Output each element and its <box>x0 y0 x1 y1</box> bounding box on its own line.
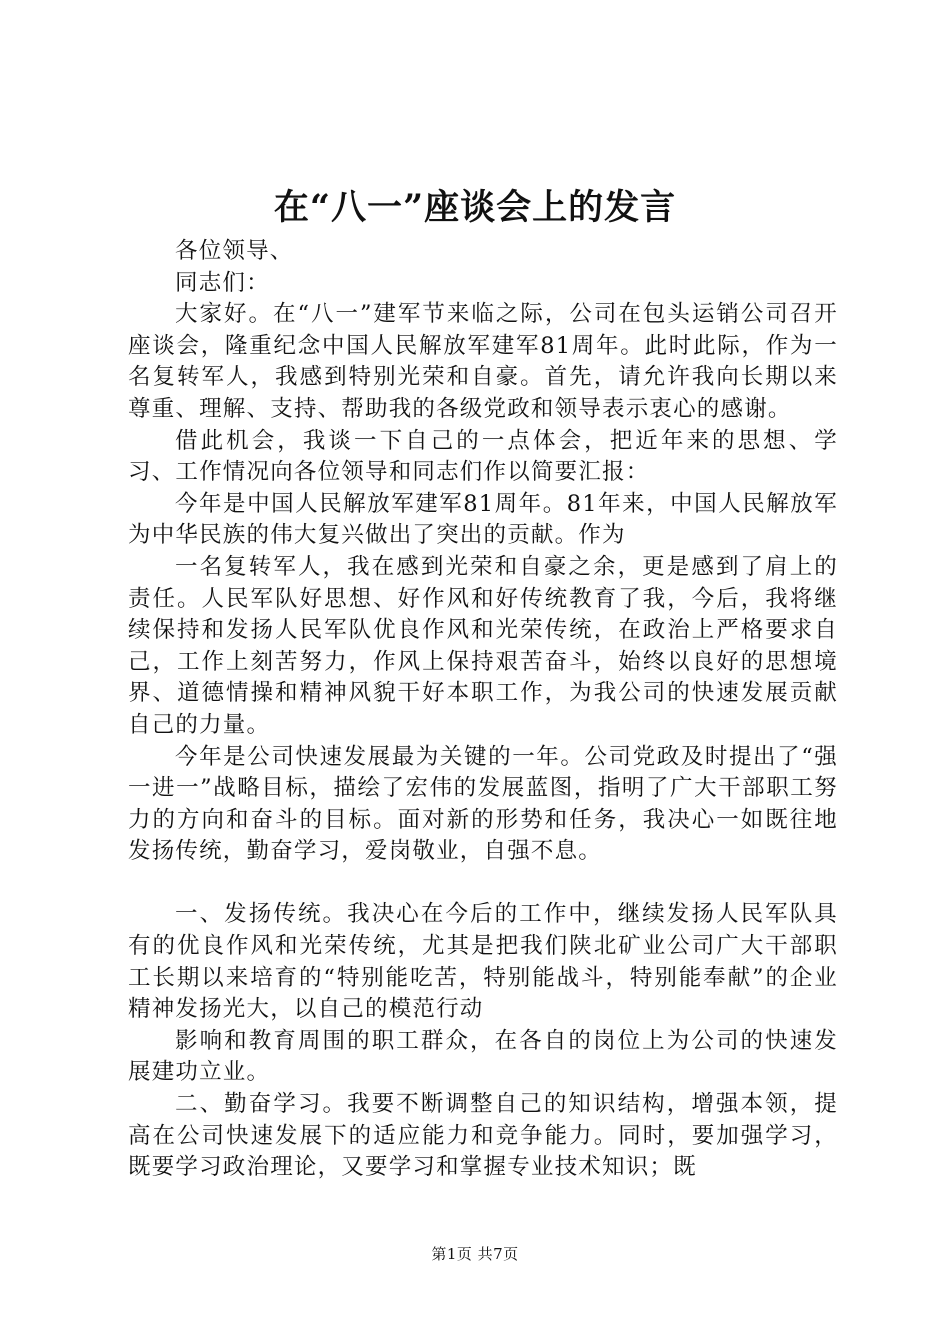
salutation-line: 各位领导、 <box>175 238 294 264</box>
body-paragraph: 二、勤奋学习。我要不断调整自己的知识结构，增强本领，提高在公司快速发展下的适应能力和竞争能力。同时，要加强学习，既要学习政治理论，又要学习和掌握专业技术知识；既 <box>128 1091 838 1181</box>
paragraph-spacer <box>128 868 838 900</box>
body-paragraph: 今年是公司快速发展最为关键的一年。公司党政及时提出了“强一进一”战略目标，描绘了宏伟的发展蓝图，指明了广大干部职工努力的方向和奋斗的目标。面对新的形势和任务，我决心一如既往地发扬传统，勤奋学习，爱岗敬业，自强不息。 <box>128 743 838 865</box>
body-paragraph: 今年是中国人民解放军建军81周年。81年来，中国人民解放军为中华民族的伟大复兴做出了突出的贡献。作为 <box>128 490 838 549</box>
body-paragraph: 一名复转军人，我在感到光荣和自豪之余，更是感到了肩上的责任。人民军队好思想、好作风和好传统教育了我，今后，我将继续保持和发扬人民军队优良作风和光荣传统，在政治上严格要求自己，工作上刻苦努力，作风上保持艰苦奋斗，始终以良好的思想境界、道德情操和精神风貌干好本职工作，为我公司的快速发展贡献自己的力量。 <box>128 553 838 738</box>
salutation-line: 同志们： <box>175 269 270 296</box>
body-paragraph: 大家好。在“八一”建军节来临之际，公司在包头运销公司召开座谈会，隆重纪念中国人民解放军建军81周年。此时此际，作为一名复转军人，我感到特别光荣和自豪。首先，请允许我向长期以来尊重、理解、支持、帮助我的各级党政和领导表示衷心的感谢。 <box>128 301 838 422</box>
page-footer: 第1页 共7页 <box>431 1245 519 1263</box>
document-title: 在“八一”座谈会上的发言 <box>273 187 677 228</box>
body-paragraph: 一、发扬传统。我决心在今后的工作中，继续发扬人民军队具有的优良作风和光荣传统，尤其是把我们陕北矿业公司广大干部职工长期以来培育的“特别能吃苦，特别能战斗，特别能奉献”的企业精神发扬光大，以自己的模范行动 <box>128 901 838 1023</box>
body-paragraph: 借此机会，我谈一下自己的一点体会，把近年来的思想、学习、工作情况向各位领导和同志们作以简要汇报： <box>128 427 838 486</box>
body-paragraph: 影响和教育周围的职工群众，在各自的岗位上为公司的快速发展建功立业。 <box>128 1027 838 1086</box>
document-body <box>128 236 838 1184</box>
